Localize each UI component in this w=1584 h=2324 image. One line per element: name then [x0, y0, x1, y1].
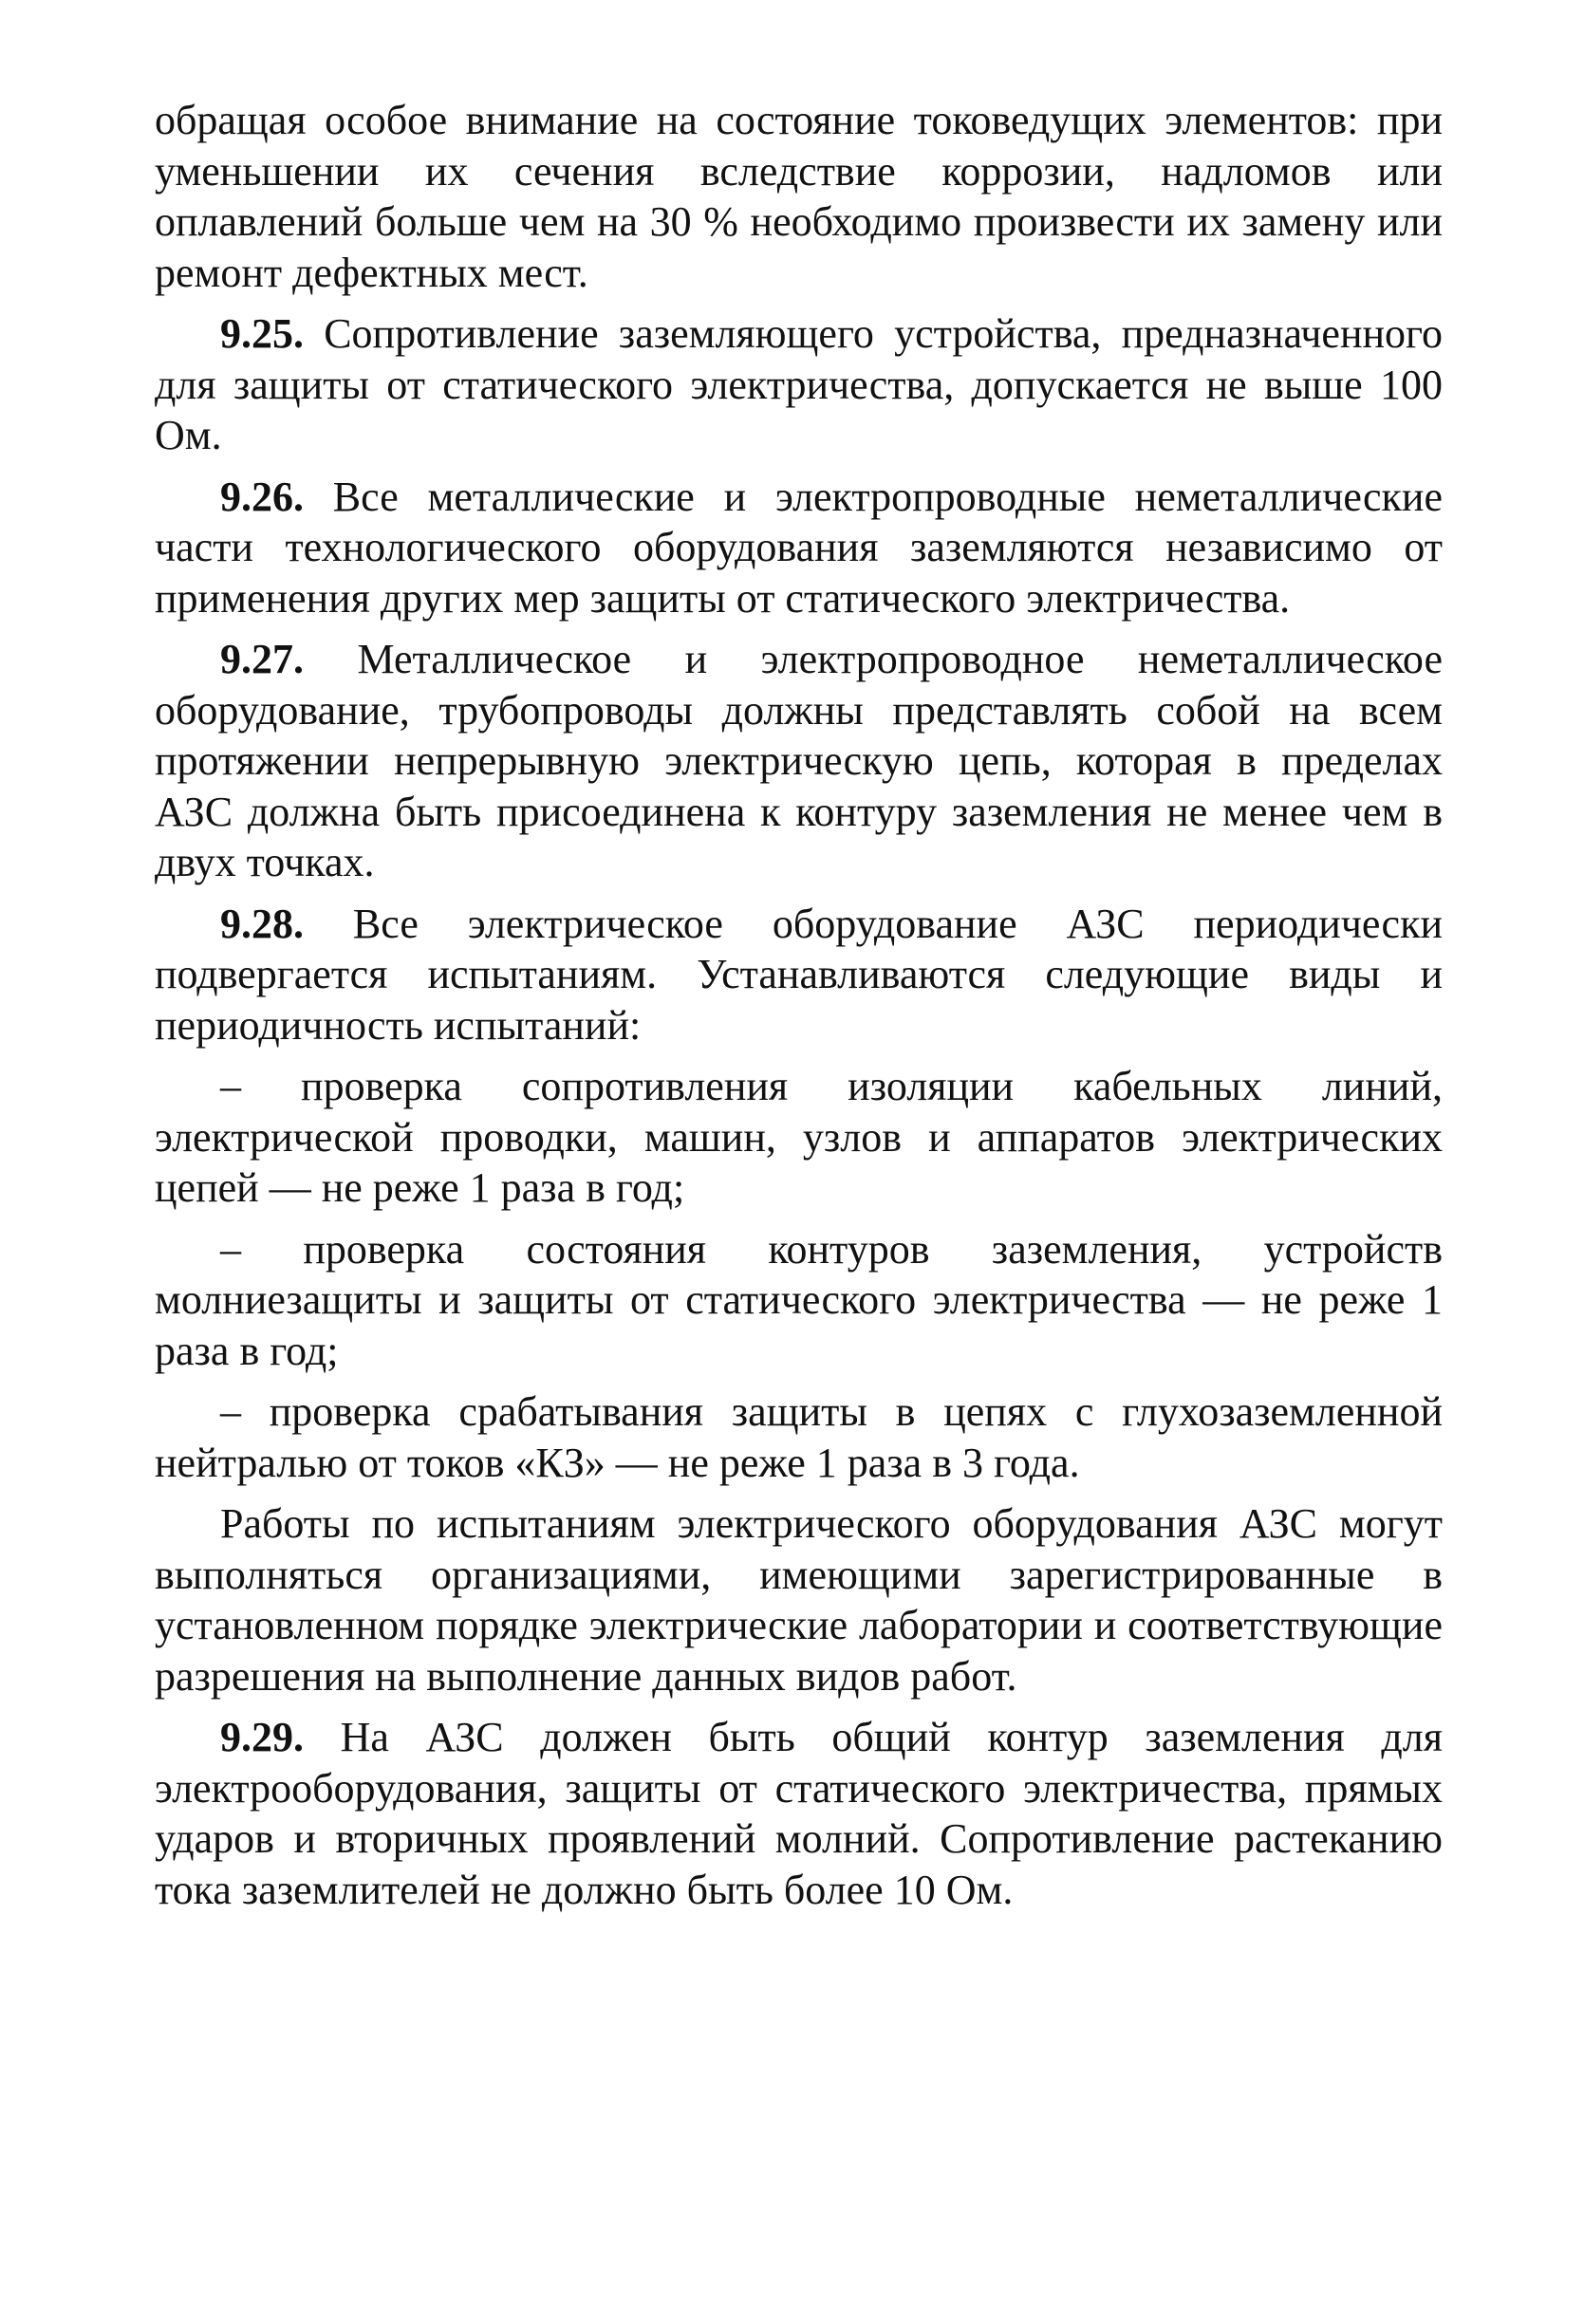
list-item: – проверка срабатывания защиты в цепях с глухозаземленной нейтралью от токов «КЗ» — не реже 1 раза в 3 года.	[155, 1388, 1443, 1486]
list-item: – проверка сопротивления изоляции кабельных линий, электрической проводки, машин, узлов и аппаратов электрических цепей — не реже 1 раза в год;	[155, 1063, 1443, 1211]
clause-number: 9.28.	[220, 900, 304, 947]
paragraph-9-29	[155, 1712, 1443, 1915]
list-item: – проверка состояния контуров заземления, устройств молниезащиты и защиты от статического электричества — не реже 1 раза в год;	[155, 1225, 1443, 1374]
paragraph-text: Металлическое и электропроводное неметаллическое оборудование, трубопроводы должны представлять собой на всем протяжении непрерывную электрическую цепь, которая в пределах АЗС должна быть присоединена к контуру заземления не менее чем в двух точках.	[155, 636, 1443, 885]
clause-number: 9.26.	[220, 473, 304, 520]
paragraph-9-25	[155, 308, 1443, 461]
paragraph-testing-works: Работы по испытаниям электрического оборудования АЗС могут выполняться организациями, имеющими зарегистрированные в установленном порядке электрические лаборатории и соответствующие разрешения на выполнение данных видов работ.	[155, 1500, 1443, 1700]
clause-number: 9.25.	[220, 310, 304, 357]
paragraph-text: На АЗС должен быть общий контур заземления для электрооборудования, защиты от статического электричества, прямых ударов и вторичных проявлений молний. Сопротивление растеканию тока заземлителей не должно быть более 10 Ом.	[155, 1714, 1443, 1913]
clause-number: 9.29.	[220, 1714, 304, 1760]
paragraph-text: Все электрическое оборудование АЗС периодически подвергается испытаниям. Устанавливаются следующие виды и периодичность испытаний:	[155, 900, 1443, 1049]
document-page	[155, 95, 1443, 1925]
paragraph-9-26	[155, 472, 1443, 624]
paragraph-9-28	[155, 899, 1443, 1051]
paragraph-text: Все металлические и электропроводные неметаллические части технологического оборудования заземляются независимо от применения других мер защиты от статического электричества.	[155, 473, 1443, 622]
paragraph-continuation	[155, 95, 1443, 298]
paragraph-text: обращая особое внимание на состояние токоведущих элементов: при уменьшении их сечения вследствие коррозии, надломов или оплавлений больше чем на 30 % необходимо произвести их замену или ремонт дефектных мест.	[155, 97, 1443, 296]
paragraph-text: Сопротивление заземляющего устройства, предназначенного для защиты от статического электричества, допускается не выше 100 Ом.	[155, 310, 1443, 458]
paragraph-9-27	[155, 634, 1443, 888]
clause-number: 9.27.	[220, 636, 304, 682]
